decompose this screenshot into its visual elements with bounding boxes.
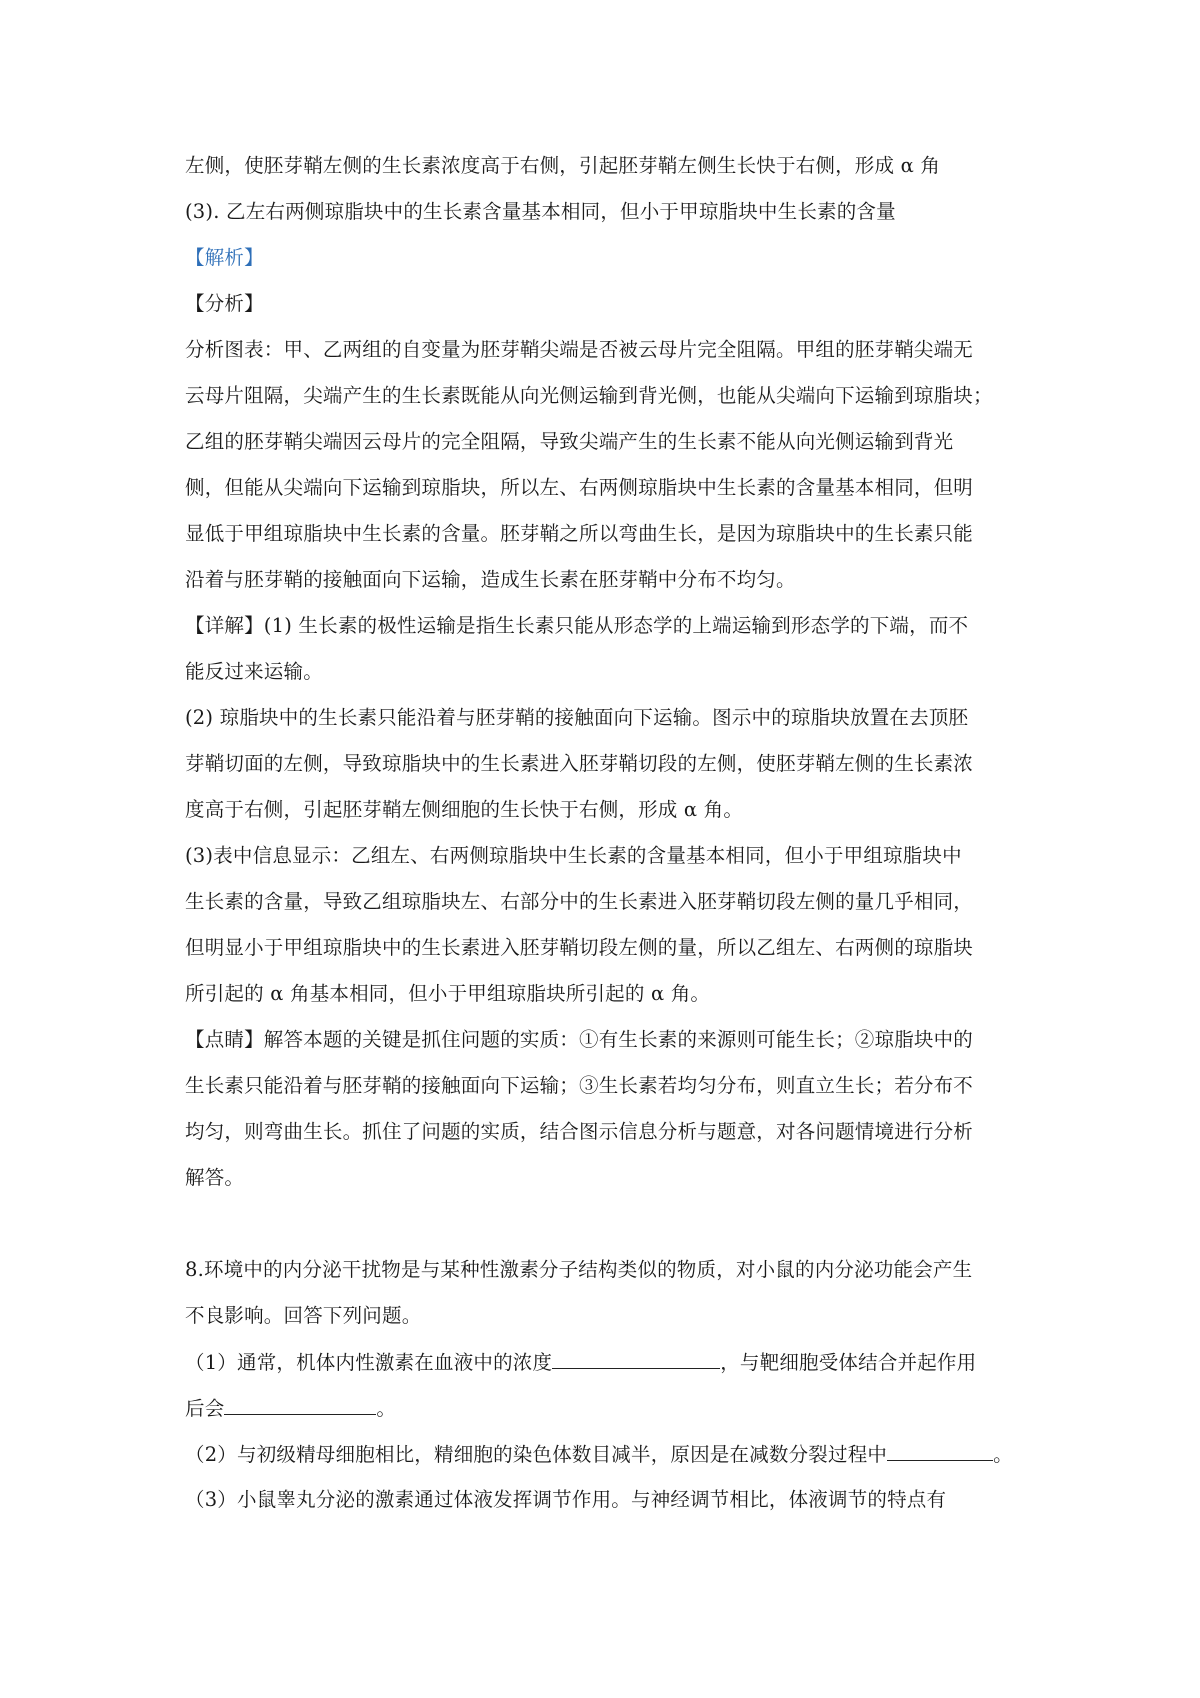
question-8-stem-line: 8.环境中的内分泌干扰物是与某种性激素分子结构类似的物质，对小鼠的内分泌功能会产生 xyxy=(185,1258,973,1281)
question-8-sub-2 xyxy=(185,1440,1025,1468)
dianjing-line: 解答。 xyxy=(185,1166,245,1189)
fenxi-line: 侧，但能从尖端向下运输到琼脂块，所以左、右两侧琼脂块中生长素的含量基本相同，但明 xyxy=(185,476,974,499)
xiangjie-section xyxy=(185,612,1025,1008)
xiangjie-part3-line: (3)表中信息显示：乙组左、右两侧琼脂块中生长素的含量基本相同，但小于甲组琼脂块中 xyxy=(185,844,962,867)
answer-blank xyxy=(552,1348,720,1369)
fenxi-line: 云母片阻隔，尖端产生的生长素既能从向光侧运输到背光侧，也能从尖端向下运输到琼脂块； xyxy=(185,384,993,407)
dianjing-line: 生长素只能沿着与胚芽鞘的接触面向下运输；③生长素若均匀分布，则直立生长；若分布不 xyxy=(185,1074,974,1097)
jiexi-heading: 【解析】 xyxy=(185,246,264,269)
xiangjie-line: 能反过来运输。 xyxy=(185,660,323,683)
sub-1-text: 后会 xyxy=(185,1397,225,1420)
answer-blank xyxy=(887,1440,993,1461)
xiangjie-part3-line: 生长素的含量，导致乙组琼脂块左、右部分中的生长素进入胚芽鞘切段左侧的量几乎相同， xyxy=(185,890,974,913)
document-body xyxy=(185,152,1025,1514)
fenxi-paragraph xyxy=(185,336,1025,594)
xiangjie-part3-line: 所引起的 α 角基本相同，但小于甲组琼脂块所引起的 α 角。 xyxy=(185,982,711,1005)
xiangjie-line: 【详解】(1) 生长素的极性运输是指生长素只能从形态学的上端运输到形态学的下端，而不 xyxy=(185,614,969,637)
answer-line-3: (3). 乙左右两侧琼脂块中的生长素含量基本相同，但小于甲琼脂块中生长素的含量 xyxy=(185,200,896,223)
fenxi-line: 沿着与胚芽鞘的接触面向下运输，造成生长素在胚芽鞘中分布不均匀。 xyxy=(185,568,796,591)
fenxi-line: 分析图表：甲、乙两组的自变量为胚芽鞘尖端是否被云母片完全阻隔。甲组的胚芽鞘尖端无 xyxy=(185,338,974,361)
sub-1-text: 。 xyxy=(376,1397,397,1420)
sub-1-text: ，与靶细胞受体结合并起作用 xyxy=(720,1351,977,1374)
question-8-stem-line: 不良影响。回答下列问题。 xyxy=(185,1304,422,1327)
xiangjie-part2-line: (2) 琼脂块中的生长素只能沿着与胚芽鞘的接触面向下运输。图示中的琼脂块放置在去顶胚 xyxy=(185,706,969,729)
dianjing-line: 均匀，则弯曲生长。抓住了问题的实质，结合图示信息分析与题意，对各问题情境进行分析 xyxy=(185,1120,974,1143)
question-8 xyxy=(185,1256,1025,1514)
dianjing-section xyxy=(185,1026,1025,1192)
answer-line-2-continued: 左侧，使胚芽鞘左侧的生长素浓度高于右侧，引起胚芽鞘左侧生长快于右侧，形成 α 角 xyxy=(185,154,941,177)
sub-2-text: 。 xyxy=(993,1443,1013,1466)
sub-2-text: （2）与初级精母细胞相比，精细胞的染色体数目减半，原因是在减数分裂过程中 xyxy=(185,1443,888,1466)
xiangjie-part3-line: 但明显小于甲组琼脂块中的生长素进入胚芽鞘切段左侧的量，所以乙组左、右两侧的琼脂块 xyxy=(185,936,974,959)
fenxi-heading: 【分析】 xyxy=(185,292,264,315)
xiangjie-part2-line: 度高于右侧，引起胚芽鞘左侧细胞的生长快于右侧，形成 α 角。 xyxy=(185,798,744,821)
xiangjie-part2-line: 芽鞘切面的左侧，导致琼脂块中的生长素进入胚芽鞘切段的左侧，使胚芽鞘左侧的生长素浓 xyxy=(185,752,974,775)
dianjing-line: 【点睛】解答本题的关键是抓住问题的实质：①有生长素的来源则可能生长；②琼脂块中的 xyxy=(185,1028,974,1051)
question-8-sub-3: （3）小鼠睾丸分泌的激素通过体液发挥调节作用。与神经调节相比，体液调节的特点有 xyxy=(185,1488,947,1511)
fenxi-line: 显低于甲组琼脂块中生长素的含量。胚芽鞘之所以弯曲生长，是因为琼脂块中的生长素只能 xyxy=(185,522,974,545)
fenxi-line: 乙组的胚芽鞘尖端因云母片的完全阻隔，导致尖端产生的生长素不能从向光侧运输到背光 xyxy=(185,430,954,453)
sub-1-text: （1）通常，机体内性激素在血液中的浓度 xyxy=(185,1351,553,1374)
answer-blank xyxy=(224,1394,376,1415)
question-8-sub-1-cont xyxy=(185,1394,1025,1422)
question-8-sub-1 xyxy=(185,1348,1025,1376)
